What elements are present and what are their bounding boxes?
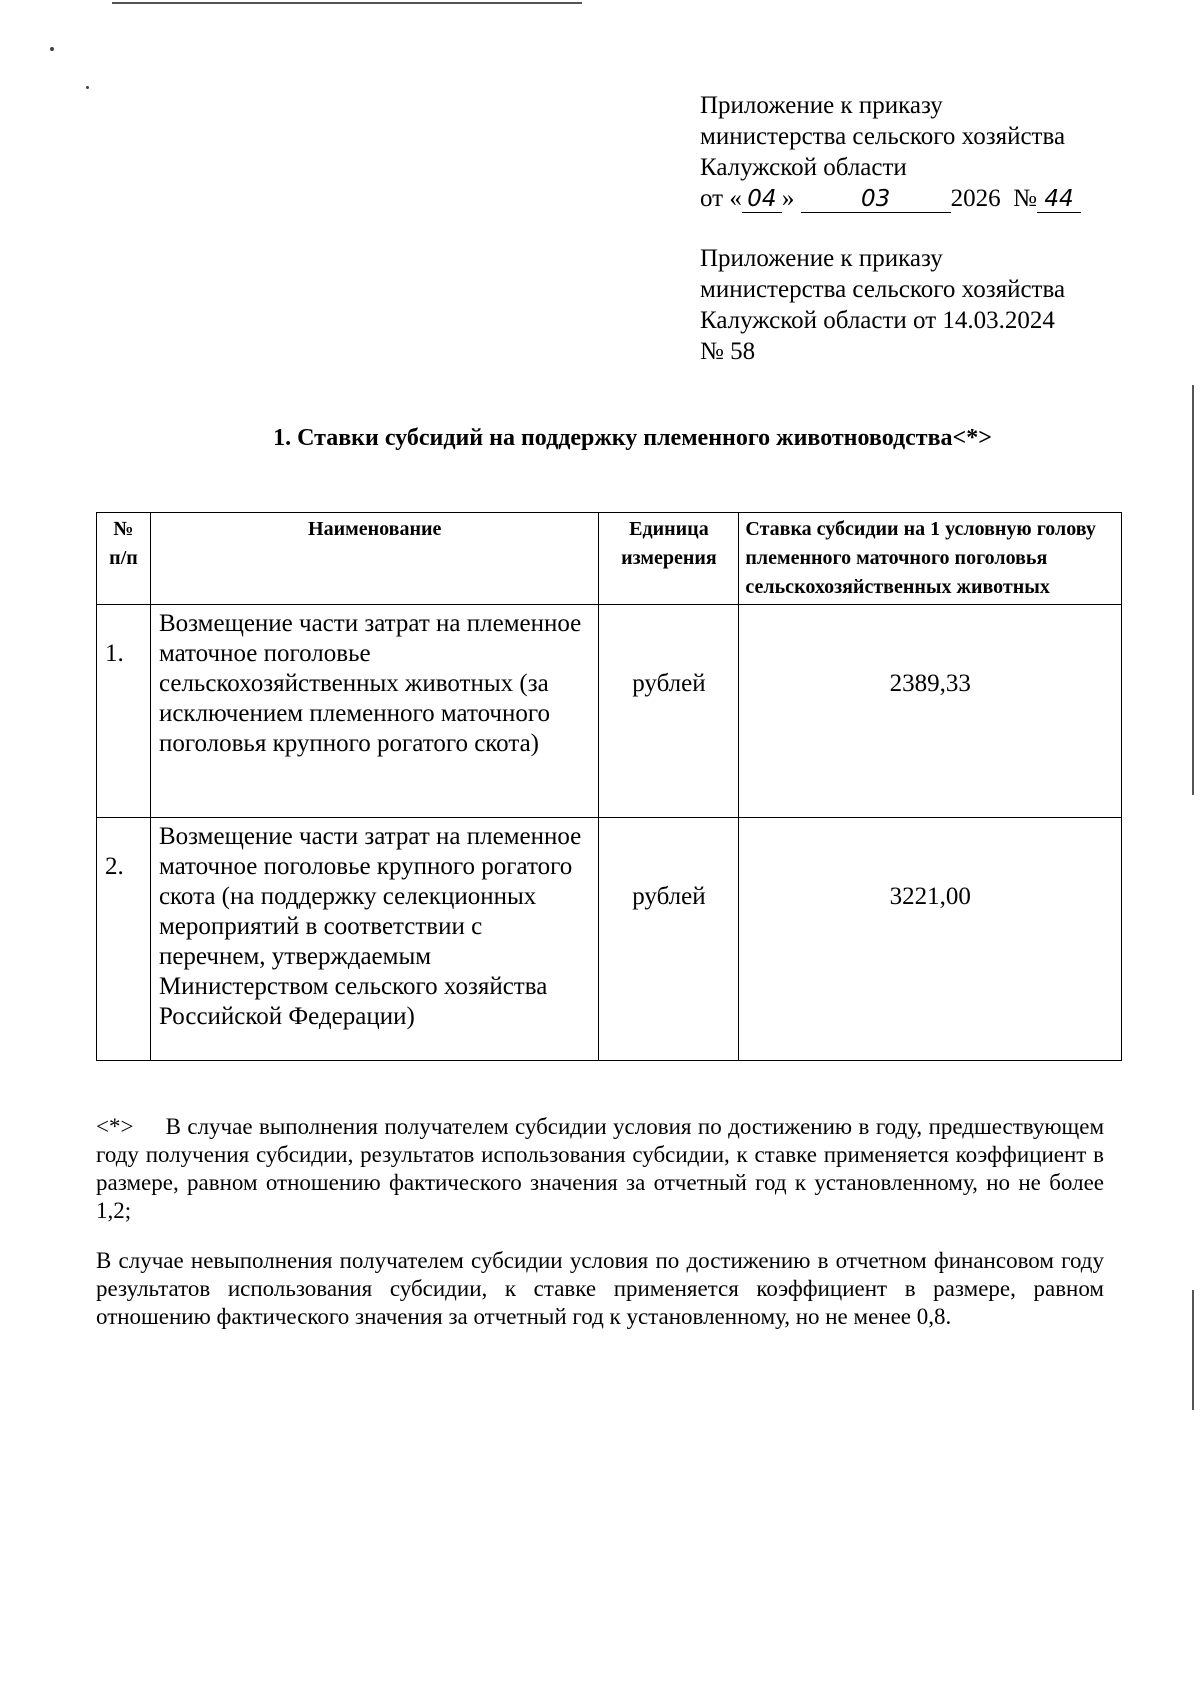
table-header-row xyxy=(97,513,1122,605)
number-prefix: № xyxy=(1013,185,1037,212)
header-line: министерства сельского хозяйства xyxy=(700,276,1066,303)
date-prefix: от « xyxy=(700,185,742,212)
header-line: Приложение к приказу xyxy=(700,92,943,119)
row-num: 1. xyxy=(97,605,151,818)
header-name: Наименование xyxy=(150,513,599,605)
header-num: № п/п xyxy=(97,513,151,605)
header-rate: Ставка субсидии на 1 условную голову племенного маточного поголовья сельскохозяйственных животных xyxy=(739,513,1122,605)
scan-artifact-dot xyxy=(86,86,89,89)
header-line: Калужской области xyxy=(700,154,907,181)
appendix-header-current xyxy=(700,90,1081,214)
row-rate: 2389,33 xyxy=(739,605,1122,818)
handwritten-number: 44 xyxy=(1037,186,1081,213)
header-line: Приложение к приказу xyxy=(700,245,943,272)
header-line: министерства сельского хозяйства xyxy=(700,123,1066,150)
date-year: 2026 xyxy=(950,185,1001,212)
scan-artifact-top-line xyxy=(112,2,582,4)
row-unit: рублей xyxy=(599,605,739,818)
header-line: № 58 xyxy=(700,338,756,365)
table-row xyxy=(97,818,1122,1061)
header-line: Калужской области от 14.03.2024 xyxy=(700,307,1055,334)
appendix-header-previous xyxy=(700,243,1065,367)
table-row xyxy=(97,605,1122,818)
footnote-coefficient-decrease: В случае невыполнения получателем субсидии условия по достижению в отчетном финансовом году результатов использования субсидии, к ставке применяется коэффициент в размере, равном отношению фактического значения за отчетный год к установленному, но не менее 0,8. xyxy=(96,1248,1104,1329)
handwritten-month: 03 xyxy=(801,186,951,213)
document-title: 1. Ставки субсидий на поддержку племенного животноводства<*> xyxy=(273,425,992,451)
row-num: 2. xyxy=(97,818,151,1061)
date-mid: » xyxy=(781,185,795,212)
row-unit: рублей xyxy=(599,818,739,1061)
header-unit: Единица измерения xyxy=(599,513,739,605)
handwritten-day: 04 xyxy=(742,186,782,213)
row-rate: 3221,00 xyxy=(739,818,1122,1061)
row-name: Возмещение части затрат на племенное маточное поголовье крупного рогатого скота (на поддержку селекционных мероприятий в соответствии с перечнем, утверждаемым Министерством сельского хозяйства Российской Федерации) xyxy=(150,818,599,1061)
header-date-line xyxy=(700,183,1081,214)
row-name: Возмещение части затрат на племенное маточное поголовье сельскохозяйственных животных (за исключением племенного маточного поголовья крупного рогатого скота) xyxy=(150,605,599,818)
subsidy-rates-table xyxy=(96,512,1122,1061)
scan-artifact-right-line xyxy=(1192,1290,1194,1410)
scan-artifact-dot xyxy=(50,47,54,51)
footnote-coefficient-increase: <*> В случае выполнения получателем субсидии условия по достижению в году, предшествующем году получения субсидии, результатов использования субсидии, к ставке применяется коэффициент в размере, равном отношению фактического значения за отчетный год к установленному, но не более 1,2; xyxy=(96,1114,1110,1223)
